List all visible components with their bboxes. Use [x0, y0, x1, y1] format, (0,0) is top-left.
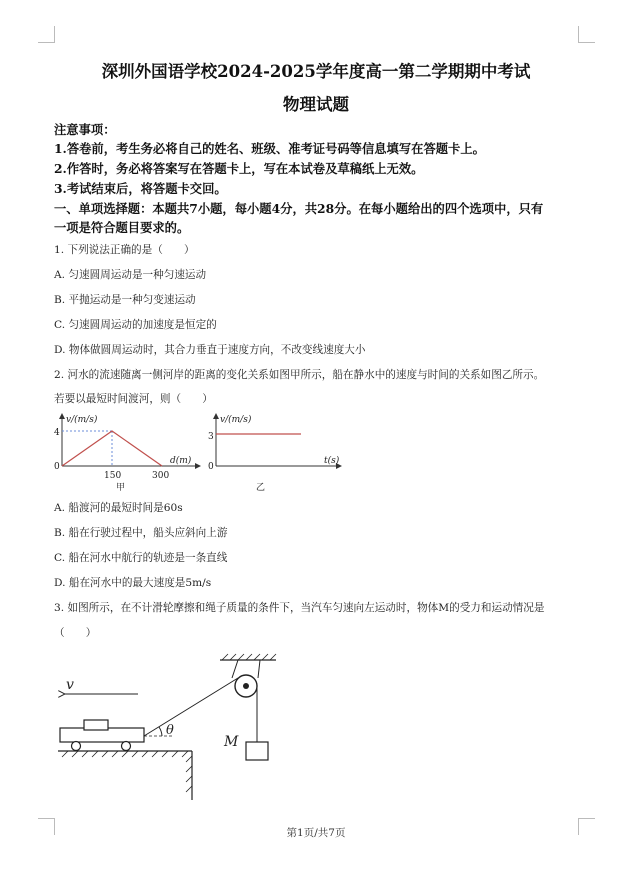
q2-option-d: D. 船在河水中的最大速度是5m/s	[54, 577, 212, 589]
notes-item-3: 3.考试结束后，将答题卡交回。	[54, 181, 227, 196]
car-wheel-front	[72, 742, 81, 751]
angle-label: θ	[166, 723, 174, 738]
q3-stem-cont: （ ）	[54, 627, 97, 639]
pulley-support	[232, 660, 238, 678]
notes-item-2: 2.作答时，务必将答案写在答题卡上，写在本试卷及草稿纸上无效。	[54, 161, 424, 176]
car-wheel-rear	[122, 742, 131, 751]
graph-b-y-tick: 3	[208, 432, 214, 442]
graph-a-x-tick-300: 300	[152, 471, 170, 481]
car-cabin	[84, 720, 108, 730]
graph-a-x-tick-150: 150	[104, 471, 122, 481]
graph-b-ylabel: v/(m/s)	[220, 415, 252, 425]
exam-title: 深圳外国语学校2024-2025学年度高一第二学期期中考试	[101, 62, 531, 81]
crop-mark-top-right	[578, 26, 595, 43]
q1-option-d: D. 物体做圆周运动时，其合力垂直于速度方向，不改变线速度大小	[54, 344, 366, 356]
q3-figure	[50, 650, 300, 805]
graph-a-ylabel: v/(m/s)	[66, 415, 98, 425]
graph-a-y-tick: 4	[54, 428, 60, 438]
q2-stem-cont: 若要以最短时间渡河，则（ ）	[54, 393, 213, 405]
graph-b-caption: 乙	[256, 483, 266, 493]
ground-hatch	[62, 751, 192, 792]
mass-block	[246, 742, 268, 760]
section1-instructions-cont: 一项是符合题目要求的。	[54, 220, 190, 235]
graph-a-xlabel: d(m)	[170, 456, 192, 466]
crop-mark-top-left	[38, 26, 55, 43]
notes-item-1: 1.答卷前，考生务必将自己的姓名、班级、准考证号码等信息填写在答题卡上。	[54, 141, 485, 156]
page-number: 第1页/共7页	[286, 827, 346, 839]
exam-subtitle: 物理试题	[283, 95, 349, 114]
q3-stem: 3. 如图所示，在不计滑轮摩擦和绳子质量的条件下，当汽车匀速向左运动时，物体M的受力和运动情况是	[54, 602, 545, 614]
graph-a-caption: 甲	[116, 483, 126, 493]
q1-option-c: C. 匀速圆周运动的加速度是恒定的	[54, 319, 217, 331]
q2-option-c: C. 船在河水中航行的轨迹是一条直线	[54, 552, 228, 564]
mass-label: M	[224, 734, 239, 750]
velocity-label: v	[66, 677, 74, 693]
section1-instructions: 一、单项选择题：本题共7小题，每小题4分，共28分。在每小题给出的四个选项中，只有	[54, 201, 544, 216]
q1-option-a: A. 匀速圆周运动是一种匀速运动	[54, 269, 207, 281]
q1-stem: 1. 下列说法正确的是（ ）	[54, 244, 195, 256]
q1-option-b: B. 平抛运动是一种匀变速运动	[54, 294, 196, 306]
q2-graph-a	[40, 408, 210, 494]
pulley-support-2	[258, 660, 260, 678]
q2-option-b: B. 船在行驶过程中，船头应斜向上游	[54, 527, 228, 539]
angle-arc	[159, 727, 162, 736]
rope-to-car	[144, 678, 238, 736]
graph-b-xlabel: t(s)	[324, 456, 340, 466]
graph-b-origin: 0	[208, 462, 214, 472]
pulley-axle	[243, 683, 249, 689]
ceiling-hatch	[222, 654, 276, 660]
q2-graph-b	[196, 408, 346, 494]
graph-a-origin: 0	[54, 462, 60, 472]
q2-stem: 2. 河水的流速随离一侧河岸的距离的变化关系如图甲所示，船在静水中的速度与时间的关系如图乙所示。	[54, 369, 545, 381]
q2-option-a: A. 船渡河的最短时间是60s	[54, 502, 183, 514]
notes-heading: 注意事项：	[54, 122, 116, 137]
